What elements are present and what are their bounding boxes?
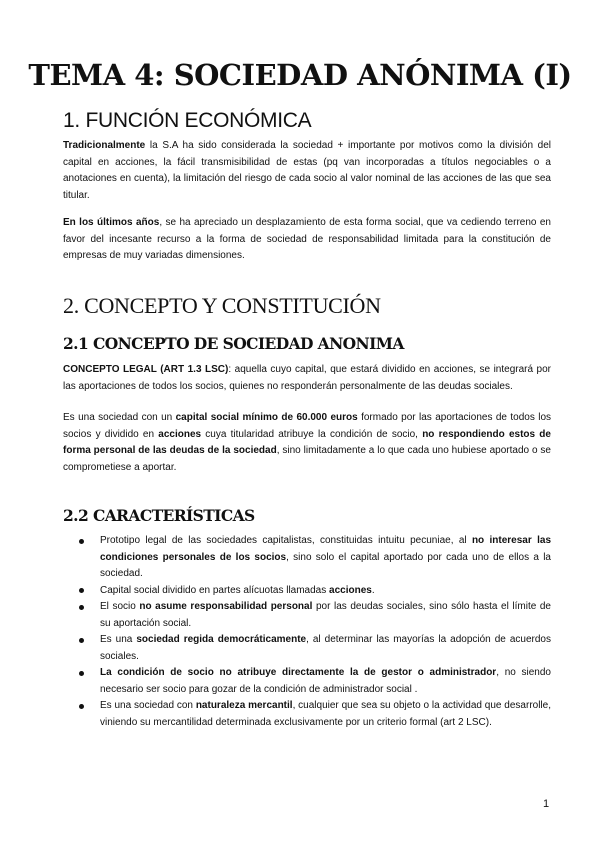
list-item (63, 533, 551, 583)
subsection-2-1-heading: 2.1 CONCEPTO DE SOCIEDAD ANONIMA (63, 334, 404, 353)
subsection-2-1-paragraph-2 (63, 410, 551, 476)
text: , sino limitadamente a lo que cada uno hubiese aportado o se comprometiese a aportar. (63, 445, 551, 473)
text: El socio (100, 601, 140, 612)
text: , se ha apreciado un desplazamiento de esta forma social, que va cediendo terreno en favor del incesante recurso a la forma de sociedad de responsabilidad limitada para la constitución de empresas de muy variadas dimensiones. (63, 217, 551, 261)
text: la S.A ha sido considerada la sociedad + importante por motivos como la división del capital en acciones, la fácil transmisibilidad de estas (pq van incorporadas a títulos negociables o a anotaciones en cuenta), la limitación del riesgo de cada socio al valor nominal de las acciones de las que sea titular. (63, 140, 551, 201)
emphasis: no respondiendo estos de forma personal de las deudas de la sociedad (63, 428, 551, 456)
emphasis: CONCEPTO LEGAL (ART 1.3 LSC) (63, 364, 229, 375)
list-item (63, 599, 551, 632)
list-item (63, 698, 551, 731)
section-1-paragraph-2 (63, 215, 551, 265)
bullet-icon (79, 588, 84, 593)
bullet-icon (79, 605, 84, 610)
emphasis: no interesar las condiciones personales de los socios (100, 535, 551, 563)
emphasis: acciones (329, 584, 372, 596)
text: , cualquier que sea su objeto o la actividad que desarrolle, viniendo su mercantilidad determinada exclusivamente por un criterio formal (art 2 LSC). (100, 700, 551, 728)
emphasis: La condición de socio no atribuye directamente la de gestor o administrador (100, 667, 497, 678)
text: Capital social dividido en partes alícuotas llamadas (100, 584, 330, 596)
list-item (63, 665, 551, 698)
emphasis: capital social mínimo de 60.000 euros (175, 412, 358, 423)
page-number: 1 (543, 798, 550, 810)
emphasis: naturaleza mercantil (195, 700, 293, 711)
text: . (371, 584, 375, 596)
subsection-2-2-heading: 2.2 CARACTERÍSTICAS (63, 506, 255, 525)
text: Es una sociedad con (100, 700, 196, 711)
bullet-icon (79, 539, 84, 544)
text: Es una (100, 634, 137, 645)
text: , sino solo el capital aportado por cada uno de ellos a la sociedad. (100, 551, 551, 579)
characteristics-list (63, 533, 551, 731)
page-title: TEMA 4: SOCIEDAD ANÓNIMA (I) (28, 58, 572, 92)
section-2-heading: 2. CONCEPTO Y CONSTITUCIÓN (63, 293, 381, 318)
text: : aquella cuyo capital, que estará dividido en acciones, se integrará por las aportaciones de todos los socios, quienes no responderán personalmente de las deudas sociales. (63, 364, 552, 392)
bullet-icon (79, 671, 84, 676)
text: por las deudas sociales, sino sólo hasta el límite de su aportación social. (100, 601, 551, 629)
text: , al determinar las mayorías la adopción de acuerdos sociales. (100, 634, 551, 662)
bullet-icon (79, 704, 84, 709)
list-item (63, 632, 551, 665)
bullet-icon (79, 638, 84, 643)
subsection-2-1-paragraph-1 (63, 362, 551, 395)
text: Prototipo legal de las sociedades capitalistas, constituidas intuitu pecuniae, al (100, 535, 472, 546)
text: , no siendo necesario ser socio para gozar de la condición de administrador social . (100, 667, 551, 695)
emphasis: sociedad regida democráticamente (136, 634, 307, 645)
emphasis: En los últimos años (63, 217, 160, 228)
section-1-paragraph-1 (63, 138, 551, 204)
list-item (63, 583, 551, 600)
emphasis: no asume responsabilidad personal (139, 601, 313, 612)
text: Es una sociedad con un (63, 412, 176, 423)
text: formado por las aportaciones de todos los socios y dividido en (63, 412, 552, 440)
emphasis: acciones (158, 428, 202, 440)
text: cuya titularidad atribuye la condición de socio, (201, 428, 423, 440)
section-1-heading: 1. FUNCIÓN ECONÓMICA (63, 109, 312, 132)
emphasis: Tradicionalmente (63, 140, 146, 151)
